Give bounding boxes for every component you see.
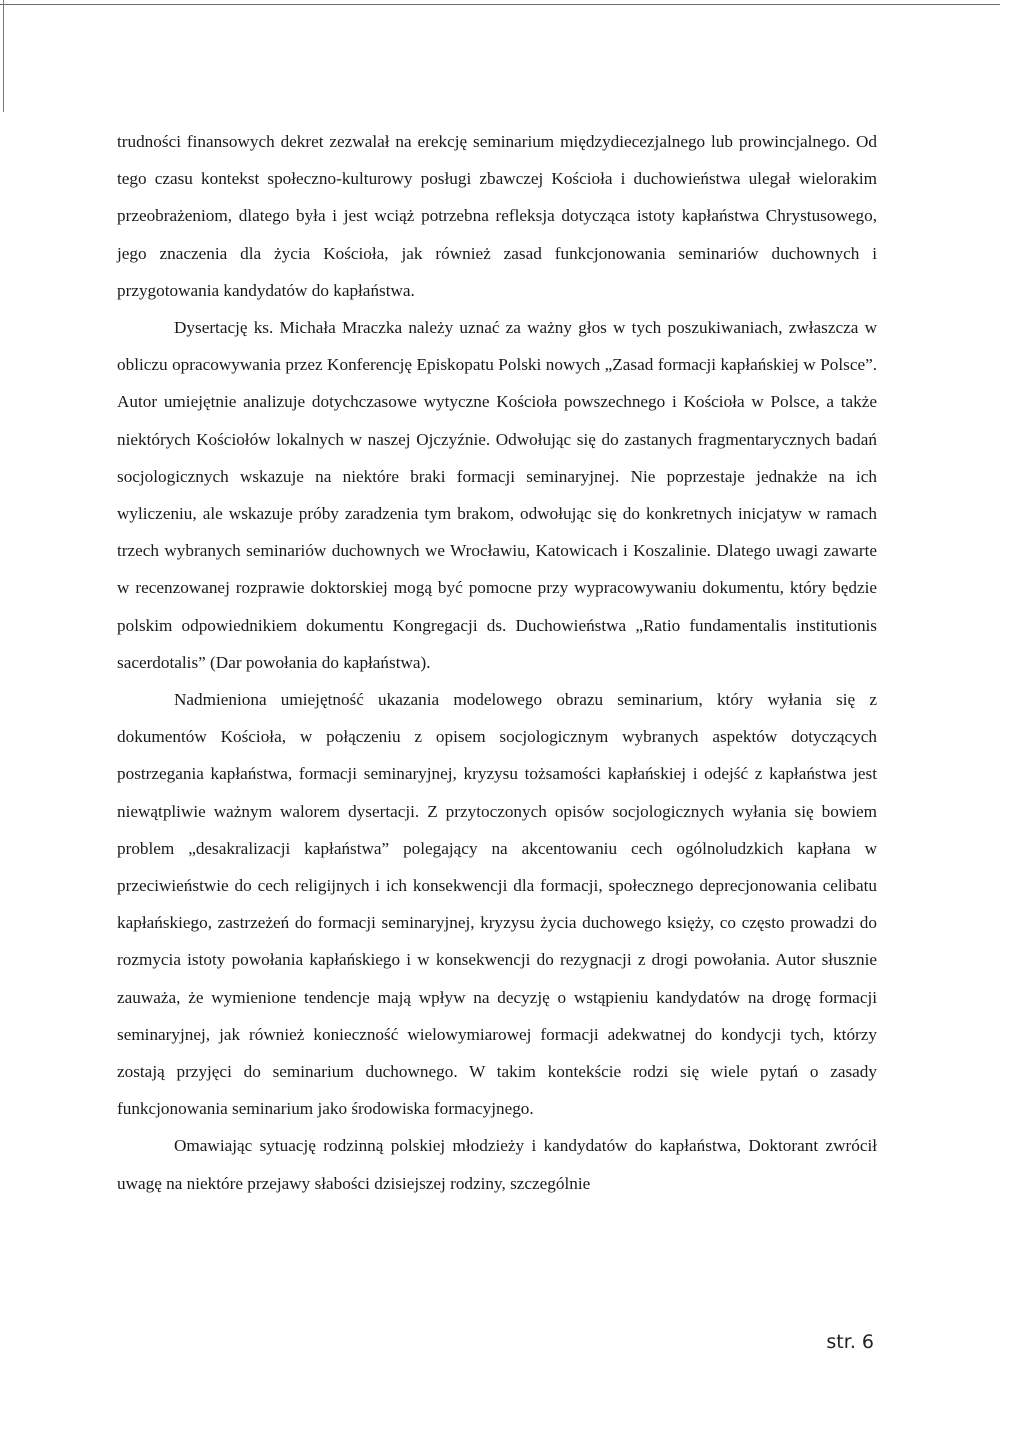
paragraph-family-situation: Omawiając sytuację rodzinną polskiej młodzieży i kandydatów do kapłaństwa, Doktorant zwrócił uwagę na niektóre przejawy słabości dzisiejszej rodziny, szczególnie <box>117 1136 877 1193</box>
paragraph-dissertation-assessment: Dysertację ks. Michała Mraczka należy uznać za ważny głos w tych poszukiwaniach, zwłaszcza w obliczu opracowywania przez Konferencję Episkopatu Polski nowych „Zasad formacji kapłańskiej w Polsce”. Autor umiejętnie analizuje dotychczasowe wytyczne Kościoła powszechnego i Kościoła w Polsce, a także niektórych Kościołów lokalnych w naszej Ojczyźnie. Odwołując się do zastanych fragmentarycznych badań socjologicznych wskazuje na niektóre braki formacji seminaryjnej. Nie poprzestaje jednakże na ich wyliczeniu, ale wskazuje próby zaradzenia tym brakom, odwołując się do konkretnych inicjatyw w ramach trzech wybranych seminariów duchownych we Wrocławiu, Katowicach i Koszalinie. Dlatego uwagi zawarte w recenzowanej rozprawie doktorskiej mogą być pomocne przy wypracowywaniu dokumentu, który będzie polskim odpowiednikiem dokumentu Kongregacji ds. Duchowieństwa „Ratio fundamentalis institutionis sacerdotalis” (Dar powołania do kapłaństwa). <box>117 318 877 672</box>
document-body <box>117 123 877 1202</box>
scan-edge-line-top <box>0 4 1000 5</box>
paragraph-seminary-image: Nadmieniona umiejętność ukazania modelowego obrazu seminarium, który wyłania się z dokumentów Kościoła, w połączeniu z opisem socjologicznym wybranych aspektów dotyczących postrzegania kapłaństwa, formacji seminaryjnej, kryzysu tożsamości kapłańskiej i odejść z kapłaństwa jest niewątpliwie ważnym walorem dysertacji. Z przytoczonych opisów socjologicznych wyłania się bowiem problem „desakralizacji kapłaństwa” polegający na akcentowaniu cech ogólnoludzkich kapłana w przeciwieństwie do cech religijnych i ich konsekwencji dla formacji, społecznego deprecjonowania celibatu kapłańskiego, zastrzeżeń do formacji seminaryjnej, kryzysu życia duchowego księży, co często prowadzi do rozmycia istoty powołania kapłańskiego i w konsekwencji do rezygnacji z drogi powołania. Autor słusznie zauważa, że wymienione tendencje mają wpływ na decyzję o wstąpieniu kandydatów na drogę formacji seminaryjnej, jak również konieczność wielowymiarowej formacji adekwatnej do kondycji tych, którzy zostają przyjęci do seminarium duchownego. W takim kontekście rodzi się wiele pytań o zasady funkcjonowania seminarium jako środowiska formacyjnego. <box>117 690 877 1119</box>
page-number: str. 6 <box>826 1331 874 1353</box>
scan-edge-line-left <box>3 0 4 112</box>
paragraph-continuation: trudności finansowych dekret zezwalał na erekcję seminarium międzydiecezjalnego lub prowincjalnego. Od tego czasu kontekst społeczno-kulturowy posługi zbawczej Kościoła i duchowieństwa ulegał wielorakim przeobrażeniom, dlatego była i jest wciąż potrzebna refleksja dotycząca istoty kapłaństwa Chrystusowego, jego znaczenia dla życia Kościoła, jak również zasad funkcjonowania seminariów duchownych i przygotowania kandydatów do kapłaństwa. <box>117 132 877 300</box>
